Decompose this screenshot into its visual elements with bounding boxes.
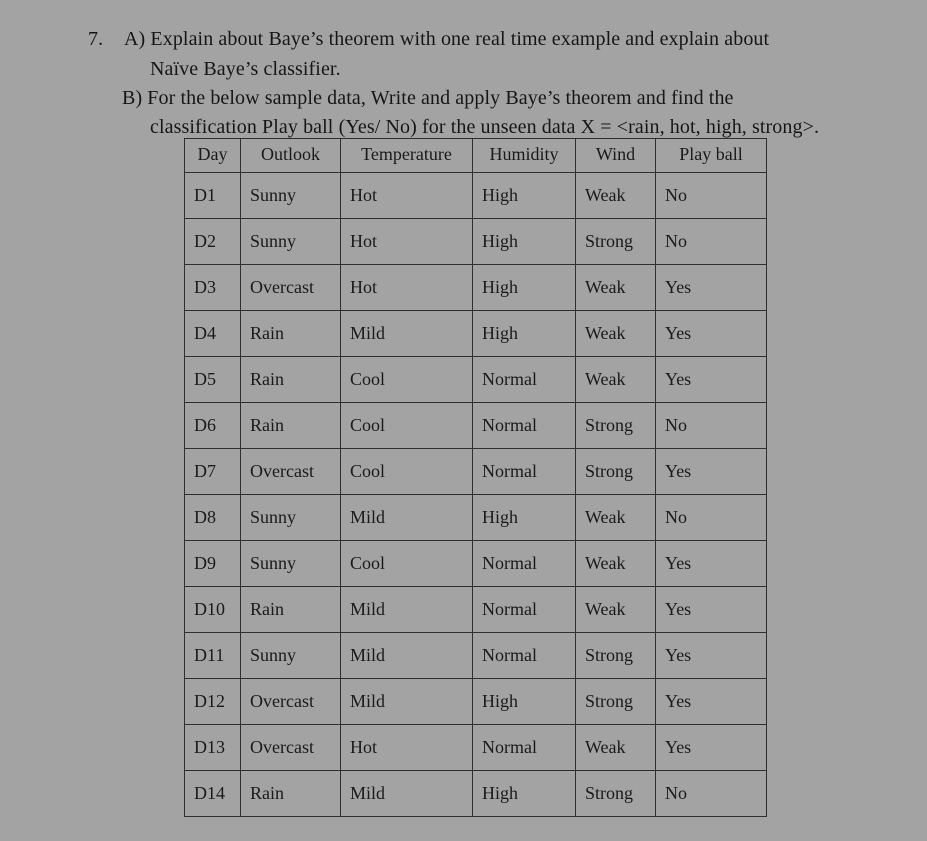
table-row <box>185 357 767 403</box>
cell-wind: Weak <box>576 541 656 587</box>
table-row <box>185 265 767 311</box>
cell-play-ball: Yes <box>656 311 767 357</box>
header-humidity: Humidity <box>473 139 576 173</box>
cell-temperature: Mild <box>341 311 473 357</box>
cell-play-ball: Yes <box>656 725 767 771</box>
question-part-a-text-1: A) Explain about Baye’s theorem with one real time example and explain about <box>124 28 770 50</box>
cell-outlook: Rain <box>241 587 341 633</box>
cell-day: D10 <box>185 587 241 633</box>
cell-wind: Strong <box>576 449 656 495</box>
cell-outlook: Sunny <box>241 495 341 541</box>
cell-day: D12 <box>185 679 241 725</box>
cell-wind: Weak <box>576 311 656 357</box>
cell-play-ball: No <box>656 173 767 219</box>
cell-temperature: Hot <box>341 219 473 265</box>
cell-humidity: Normal <box>473 541 576 587</box>
table-row <box>185 403 767 449</box>
cell-day: D1 <box>185 173 241 219</box>
cell-humidity: High <box>473 311 576 357</box>
header-wind: Wind <box>576 139 656 173</box>
cell-temperature: Cool <box>341 449 473 495</box>
cell-temperature: Cool <box>341 403 473 449</box>
question-part-a-line-1 <box>88 27 769 51</box>
header-outlook: Outlook <box>241 139 341 173</box>
cell-humidity: Normal <box>473 449 576 495</box>
question-part-a-line-2: Naïve Baye’s classifier. <box>150 58 341 80</box>
cell-humidity: High <box>473 495 576 541</box>
cell-play-ball: No <box>656 403 767 449</box>
cell-outlook: Overcast <box>241 449 341 495</box>
cell-outlook: Sunny <box>241 173 341 219</box>
question-number: 7. <box>88 28 104 50</box>
cell-humidity: Normal <box>473 357 576 403</box>
cell-play-ball: No <box>656 771 767 817</box>
cell-humidity: Normal <box>473 633 576 679</box>
cell-wind: Weak <box>576 495 656 541</box>
cell-wind: Strong <box>576 219 656 265</box>
table-row <box>185 633 767 679</box>
cell-temperature: Hot <box>341 265 473 311</box>
cell-temperature: Cool <box>341 541 473 587</box>
table-row <box>185 311 767 357</box>
cell-wind: Strong <box>576 771 656 817</box>
cell-day: D11 <box>185 633 241 679</box>
table-row <box>185 541 767 587</box>
cell-outlook: Rain <box>241 403 341 449</box>
cell-outlook: Overcast <box>241 679 341 725</box>
cell-day: D3 <box>185 265 241 311</box>
header-play-ball: Play ball <box>656 139 767 173</box>
cell-outlook: Sunny <box>241 541 341 587</box>
cell-outlook: Sunny <box>241 633 341 679</box>
table-row <box>185 587 767 633</box>
cell-play-ball: Yes <box>656 587 767 633</box>
cell-humidity: High <box>473 265 576 311</box>
cell-humidity: High <box>473 771 576 817</box>
cell-day: D8 <box>185 495 241 541</box>
cell-temperature: Cool <box>341 357 473 403</box>
cell-play-ball: Yes <box>656 265 767 311</box>
cell-temperature: Mild <box>341 587 473 633</box>
cell-humidity: High <box>473 173 576 219</box>
cell-day: D7 <box>185 449 241 495</box>
table-row <box>185 679 767 725</box>
cell-day: D5 <box>185 357 241 403</box>
cell-wind: Weak <box>576 173 656 219</box>
cell-outlook: Rain <box>241 357 341 403</box>
table-row <box>185 495 767 541</box>
cell-temperature: Mild <box>341 771 473 817</box>
cell-temperature: Hot <box>341 725 473 771</box>
cell-outlook: Rain <box>241 771 341 817</box>
cell-outlook: Overcast <box>241 265 341 311</box>
cell-temperature: Hot <box>341 173 473 219</box>
table-row <box>185 449 767 495</box>
cell-day: D14 <box>185 771 241 817</box>
cell-day: D2 <box>185 219 241 265</box>
cell-outlook: Sunny <box>241 219 341 265</box>
cell-wind: Weak <box>576 357 656 403</box>
cell-wind: Strong <box>576 633 656 679</box>
table-row <box>185 771 767 817</box>
cell-humidity: Normal <box>473 403 576 449</box>
cell-day: D9 <box>185 541 241 587</box>
cell-humidity: Normal <box>473 725 576 771</box>
cell-wind: Weak <box>576 725 656 771</box>
cell-play-ball: Yes <box>656 633 767 679</box>
cell-humidity: High <box>473 219 576 265</box>
cell-humidity: High <box>473 679 576 725</box>
cell-wind: Strong <box>576 679 656 725</box>
cell-wind: Weak <box>576 587 656 633</box>
cell-wind: Weak <box>576 265 656 311</box>
cell-outlook: Overcast <box>241 725 341 771</box>
cell-outlook: Rain <box>241 311 341 357</box>
cell-day: D4 <box>185 311 241 357</box>
cell-humidity: Normal <box>473 587 576 633</box>
cell-temperature: Mild <box>341 633 473 679</box>
cell-play-ball: Yes <box>656 679 767 725</box>
question-part-b-line-1: B) For the below sample data, Write and apply Baye’s theorem and find the <box>122 87 734 109</box>
question-part-b-line-2: classification Play ball (Yes/ No) for the unseen data X = <rain, hot, high, strong>. <box>150 116 820 138</box>
header-day: Day <box>185 139 241 173</box>
cell-wind: Strong <box>576 403 656 449</box>
cell-play-ball: No <box>656 219 767 265</box>
cell-play-ball: Yes <box>656 449 767 495</box>
table-body <box>185 173 767 817</box>
cell-play-ball: Yes <box>656 541 767 587</box>
table-row <box>185 725 767 771</box>
sample-data-table <box>184 138 767 817</box>
cell-play-ball: No <box>656 495 767 541</box>
cell-day: D13 <box>185 725 241 771</box>
cell-temperature: Mild <box>341 679 473 725</box>
cell-day: D6 <box>185 403 241 449</box>
cell-play-ball: Yes <box>656 357 767 403</box>
table-row <box>185 173 767 219</box>
header-temperature: Temperature <box>341 139 473 173</box>
table-row <box>185 219 767 265</box>
table-header-row <box>185 139 767 173</box>
cell-temperature: Mild <box>341 495 473 541</box>
